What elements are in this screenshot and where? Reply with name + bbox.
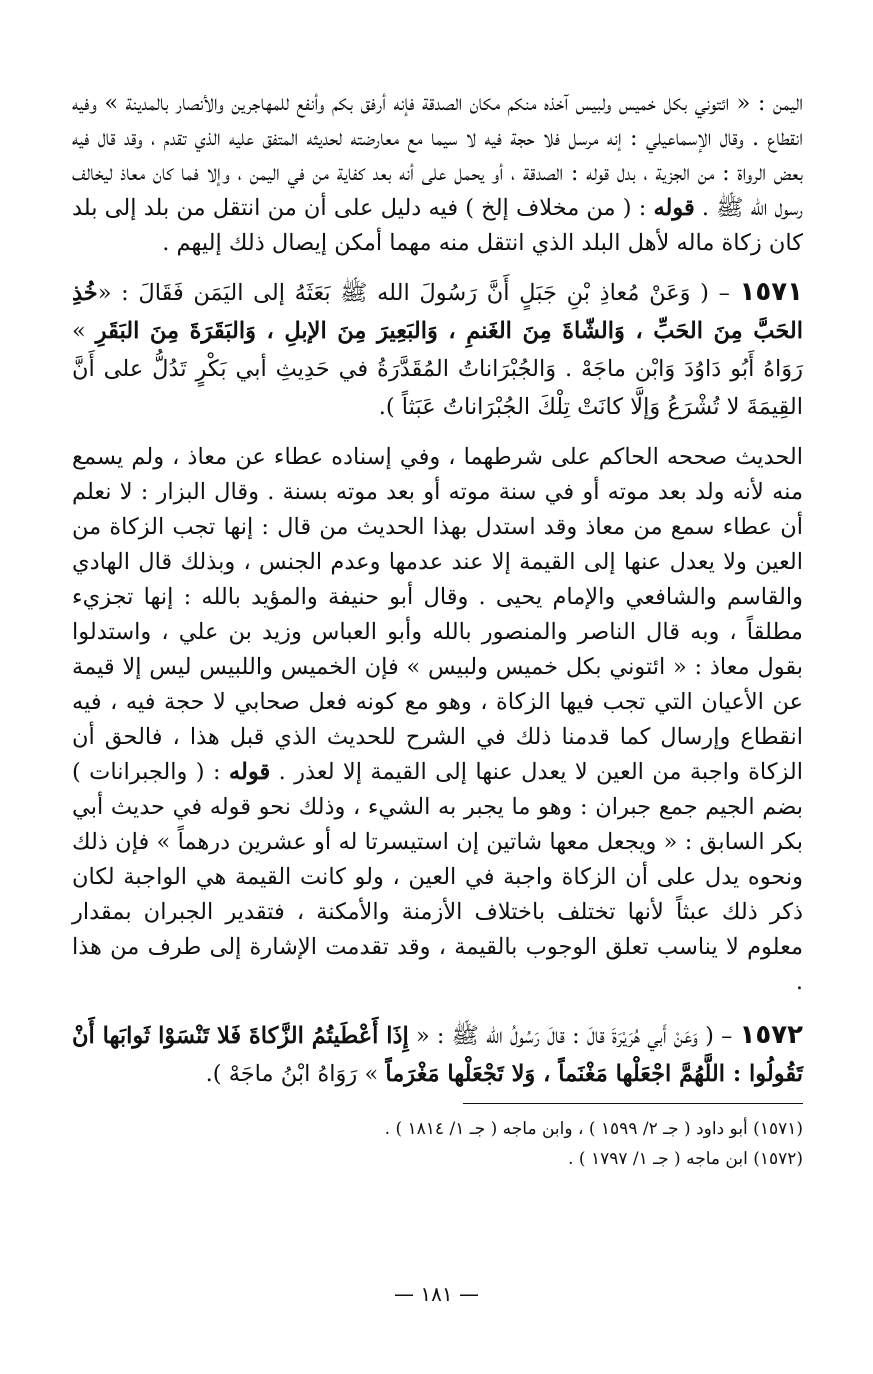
- hadith-outro: » رَوَاهُ أَبُو دَاوُدَ وَابْن ماجَهْ . وَالجُبْرَاناتُ المُقَدَّرَةُ في حَدِيثِ أبي بَكْرٍ تَدُلُّ على أَنَّ القِيمَةَ لا تُشْرَعُ وَإلَّا كانَتْ تِلْكَ الجُبْرَاناتُ عَبَثاً ).: [72, 318, 803, 420]
- hadith-intro: – ( وَعَنْ مُعاذِ بْنِ جَبَلٍ أَنَّ رَسُولَ الله ﷺ بَعَثَهُ إلى اليَمَن فَقَالَ : «: [97, 280, 730, 306]
- qawluhu-label: قوله: [653, 195, 695, 221]
- hadith-1572: [72, 1016, 803, 1093]
- hadith-number: ١٥٧١: [739, 277, 803, 307]
- top-paragraph: [72, 86, 803, 261]
- qawluhu-label: قوله: [228, 759, 271, 785]
- commentary-tail: : ( والجبرانات ) بضم الجيم جمع جبران : وهو ما يجبر به الشيء ، وذلك نحو قوله في حديث أبي بكر السابق : « ويجعل معها شاتين إن استيسرتا له أو عشرين درهماً » فإن ذلك ونحوه يدل على أن الزكاة واجبة في العين ، ولو كانت القيمة هي الواجبة لكان ذكر ذلك عبثاً لأنها تختلف باختلاف الأزمنة والأمكنة ، فتقدير الجبران بمقدار معلوم لا يناسب تعلق الوجوب بالقيمة ، وقد تقدمت الإشارة إلى طرف من هذا .: [72, 759, 803, 995]
- footnote-divider: [463, 1103, 803, 1104]
- hadith-outro: » رَوَاهُ ابْنُ ماجَهْ ).: [205, 1061, 379, 1087]
- hadith-1571: [72, 273, 803, 426]
- hadith-number: ١٥٧٢: [739, 1020, 803, 1050]
- commentary-paragraph: [72, 440, 803, 1000]
- page-number: — ١٨١ —: [394, 1282, 479, 1306]
- footnote-1571: (١٥٧١) أبو داود ( جـ ٢/ ١٥٩٩ ) ، وابن ماجه ( جـ ١/ ١٨١٤ ) .: [384, 1119, 803, 1139]
- footnote-1572: (١٥٧٢) ابن ماجه ( جـ ١/ ١٧٩٧ ) .: [568, 1149, 803, 1169]
- hadith-bold-text: إِذَا أَعْطَيتُمُ الزَّكاةَ فَلا تَنْسَوْا ثَوابَها أَنْ تَقُولُوا : اللَّهُمَّ اجْعَلْها مَغْنَماً ، وَلا تَجْعَلْها مَغْرَماً: [72, 1023, 803, 1087]
- top-paragraph-tail: : ( من مخلاف إلخ ) فيه دليل على أن من انتقل من بلد إلى بلد كان زكاة ماله لأهل البلد الذي انتقل منه مهما أمكن إيصال ذلك إليهم .: [72, 195, 803, 256]
- commentary-text: الحديث صححه الحاكم على شرطهما ، وفي إسناده عطاء عن معاذ ، ولم يسمع منه لأنه ولد بعد موته أو في سنة موته أو بعد موته بسنة . وقال البزار : لا نعلم أن عطاء سمع من معاذ وقد استدل بهذا الحديث من قال : إنها تجب الزكاة من العين ولا يعدل عنها إلى القيمة إلا عند عدمها وعدم الجنس ، وبذلك قال الهادي والقاسم والشافعي والإمام يحيى . وقال أبو حنيفة والمؤيد بالله : إنها تجزيء مطلقاً ، وبه قال الناصر والمنصور بالله وأبو العباس وزيد بن علي ، واستدلوا بقول معاذ : « ائتوني بكل خميس ولبيس » فإن الخميس واللبيس ليس إلا قيمة عن الأعيان التي تجب فيها الزكاة ، وهو مع كونه فعل صحابي لا حجة فيه ، فيه انقطاع وإرسال كما قدمنا ذلك في الشرح للحديث الذي قبل هذا ، فالحق أن الزكاة واجبة من العين لا يعدل عنها إلى القيمة إلا لعذر .: [72, 444, 804, 785]
- hadith-bold-text: خُذِ الحَبَّ مِنَ الحَبِّ ، وَالشّاةَ مِنَ الغَنمِ ، وَالبَعِيرَ مِنَ الإبلِ ، وَالبَقَرَةَ مِنَ البَقَرِ: [72, 280, 803, 344]
- hadith-intro: – ( وَعَنْ أَبي هُرَيْرَةَ قالَ : قالَ رَسُولُ الله ﷺ : «: [415, 1023, 733, 1049]
- top-paragraph-text: اليمن : « ائتوني بكل خميس ولبيس آخذه منكم مكان الصدقة فإنه أرفق بكم وأنفع للمهاجرين والأنصار بالمدينة » وفيه انقطاع . وقال الإسماعيلي : إنه مرسل فلا حجة فيه لا سيما مع معارضته لحديثه المتفق عليه الذي تقدم ، وقد قال فيه بعض الرواة : من الجزية ، بدل قوله : الصدقة ، أو يحمل على أنه بعد كفاية من في اليمن ، وإلا فما كان معاذ ليخالف رسول الله ﷺ .: [72, 90, 803, 221]
